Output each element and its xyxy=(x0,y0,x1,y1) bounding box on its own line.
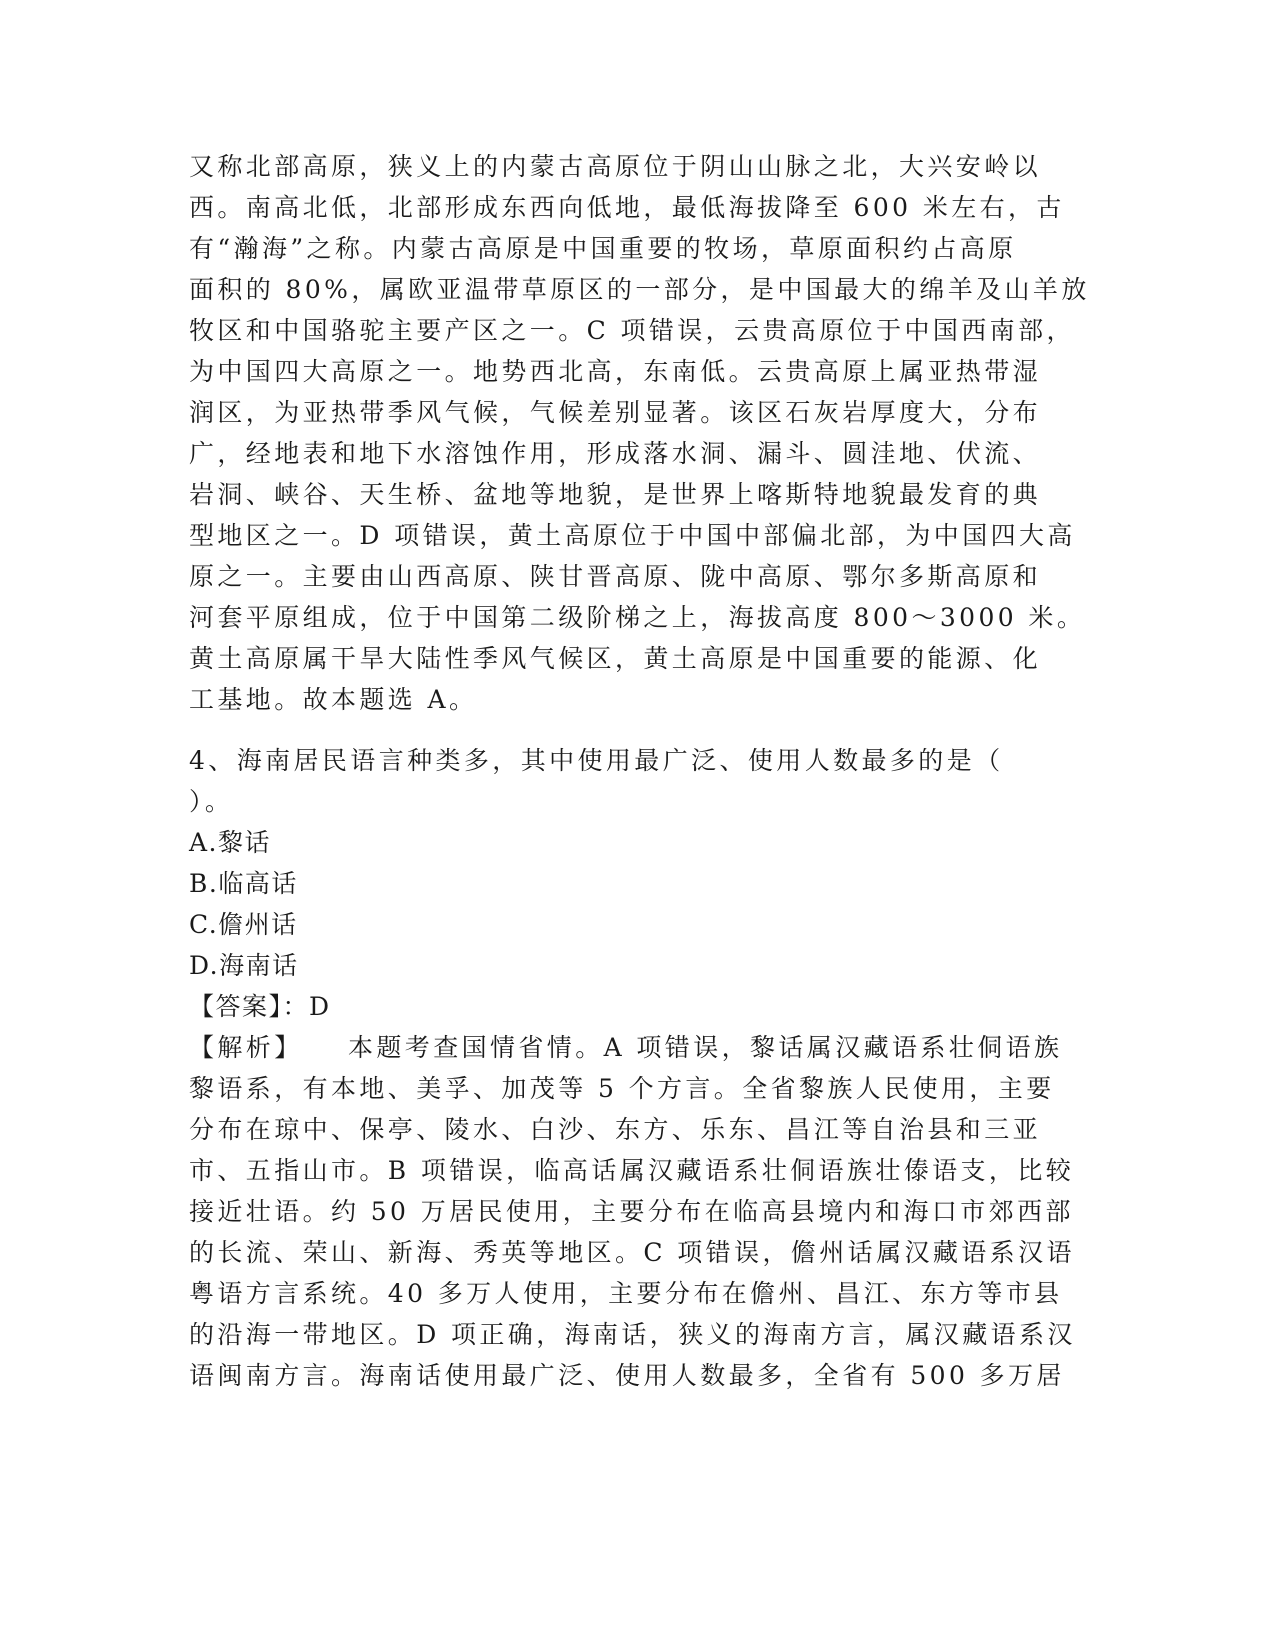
paragraph-line: 黄土高原属干旱大陆性季风气候区，黄土高原是中国重要的能源、化 xyxy=(189,644,1042,673)
paragraph-line: 润区，为亚热带季风气候，气候差别显著。该区石灰岩厚度大，分布 xyxy=(189,398,1042,427)
paragraph-line: 型地区之一。D 项错误，黄土高原位于中国中部偏北部，为中国四大高 xyxy=(189,521,1076,550)
paragraph-line: 河套平原组成，位于中国第二级阶梯之上，海拔高度 800～3000 米。 xyxy=(189,603,1086,632)
explanation-line: 的长流、荣山、新海、秀英等地区。C 项错误，儋州话属汉藏语系汉语 xyxy=(189,1238,1075,1267)
option-d: D.海南话 xyxy=(189,951,299,980)
paragraph-line: 原之一。主要由山西高原、陕甘晋高原、陇中高原、鄂尔多斯高原和 xyxy=(189,562,1042,591)
paragraph-line: 面积的 80%，属欧亚温带草原区的一部分，是中国最大的绵羊及山羊放 xyxy=(189,275,1090,304)
paragraph-line: 牧区和中国骆驼主要产区之一。C 项错误，云贵高原位于中国西南部， xyxy=(189,316,1075,345)
question-stem: ）。 xyxy=(189,787,234,816)
explanation-line: 市、五指山市。B 项错误，临高话属汉藏语系壮侗语族壮傣语支，比较 xyxy=(189,1156,1075,1185)
paragraph-line: 西。南高北低，北部形成东西向低地，最低海拔降至 600 米左右，古 xyxy=(189,193,1065,222)
paragraph-line: 有“瀚海”之称。内蒙古高原是中国重要的牧场，草原面积约占高原 xyxy=(189,234,1017,263)
option-c: C.儋州话 xyxy=(189,910,298,939)
paragraph-line: 岩洞、峡谷、天生桥、盆地等地貌，是世界上喀斯特地貌最发育的典 xyxy=(189,480,1042,509)
paragraph-line: 广，经地表和地下水溶蚀作用，形成落水洞、漏斗、圆洼地、伏流、 xyxy=(189,439,1042,468)
question-stem: 4、海南居民语言种类多，其中使用最广泛、使用人数最多的是（ xyxy=(189,746,1004,775)
paragraph-line: 工基地。故本题选 A。 xyxy=(189,685,478,714)
explanation-line: 接近壮语。约 50 万居民使用，主要分布在临高县境内和海口市郊西部 xyxy=(189,1197,1074,1226)
answer-line: 【答案】：D xyxy=(189,992,331,1021)
option-a: A.黎话 xyxy=(189,828,272,857)
explanation-line: 粤语方言系统。40 多万人使用，主要分布在儋州、昌江、东方等市县 xyxy=(189,1279,1063,1308)
paragraph-line: 又称北部高原，狭义上的内蒙古高原位于阴山山脉之北，大兴安岭以 xyxy=(189,152,1042,181)
paragraph-line: 为中国四大高原之一。地势西北高，东南低。云贵高原上属亚热带湿 xyxy=(189,357,1042,386)
explanation-line: 的沿海一带地区。D 项正确，海南话，狭义的海南方言，属汉藏语系汉 xyxy=(189,1320,1076,1349)
explanation-line: 【解析】 本题考查国情省情。A 项错误，黎话属汉藏语系壮侗语族 xyxy=(189,1033,1063,1062)
option-b: B.临高话 xyxy=(189,869,298,898)
explanation-line: 黎语系，有本地、美孚、加茂等 5 个方言。全省黎族人民使用，主要 xyxy=(189,1074,1055,1103)
explanation-line: 分布在琼中、保亭、陵水、白沙、东方、乐东、昌江等自治县和三亚 xyxy=(189,1115,1042,1144)
explanation-line: 语闽南方言。海南话使用最广泛、使用人数最多，全省有 500 多万居 xyxy=(189,1361,1065,1390)
